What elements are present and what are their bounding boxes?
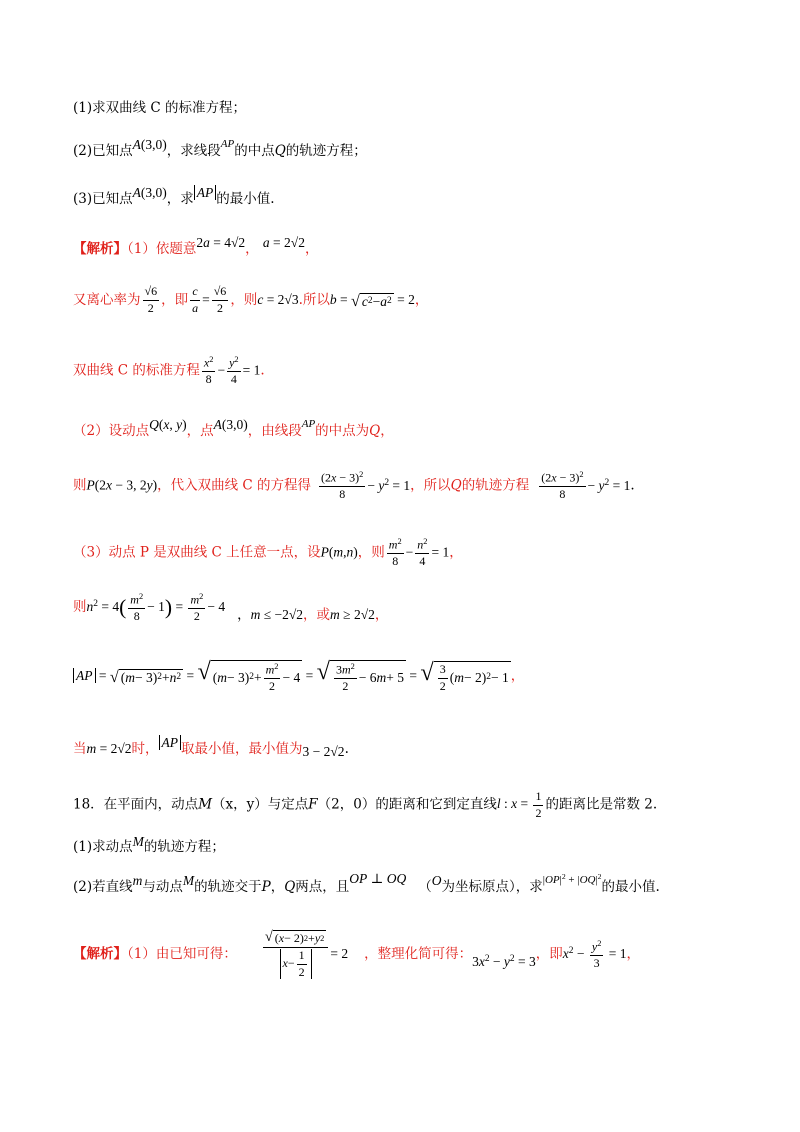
frac-sqrt6-2b: $\frac{√6}{2}$ <box>213 284 227 315</box>
point-A-expr: A(3,0) <box>132 185 167 200</box>
segment-AP: AP <box>220 138 235 150</box>
q18-part1: (1)求动点M的轨迹方程； <box>73 834 225 855</box>
frac-x2-8: $\frac{x^2}{8}$ <box>203 355 214 387</box>
q17-sol2-line2: 则P(2x − 3, 2y)，代入双曲线 C 的方程得 $\frac{(2x - 3)^2}{8}$ − $y^2 = 1$，所以Q的轨迹方程 $\frac{(2x - 3)^2}{8}$ − $y^2 = 1$. <box>73 470 635 502</box>
eq-AP-chain: AP = √ ( m − 3) 2 + n 2 = √ ( m − 3) 2 + $\frac{m^2}{2}$ − 4 = √ $\frac{3m^2}{2}$ − 6 m + 5 = √ $\frac{3}{2}$ ( m − 2) 2 − 1 <box>73 668 511 683</box>
q17-part2: (2)已知点A(3,0)，求线段$^{AP}$的中点Q的轨迹方程； <box>73 137 367 159</box>
eq-n2: $n^2 = 4$( $\frac{m^2}{8}$ − 1) = $\frac{m^2}{2}$ − 4 <box>86 592 226 624</box>
eq-2a: 2a = 4√2 <box>196 235 246 250</box>
q17-sol1-line2: 又离心率为 $\frac{√6}{2}$ ，即 $\frac{c}{a}$ = $\frac{√6}{2}$ ，则c = 2√3.所以b = √ c 2 − a 2 = 2， <box>73 284 429 315</box>
q17-sol3-line2: 则$n^2 = 4$( $\frac{m^2}{8}$ − 1) = $\frac{m^2}{2}$ − 4，m ≤ −2√2，或m ≥ 2√2， <box>73 592 389 624</box>
point-P: P(2x − 3, 2y) <box>86 477 158 493</box>
eq-3x2-y2: $3x^2 - y^2 = 3$ <box>472 954 536 970</box>
q17-sol1-line3: 双曲线 C 的标准方程 $\frac{x^2}{8}$ − $\frac{y^2}{4}$ = 1. <box>73 355 265 387</box>
q18-sol1: 【解析】（1）由已知可得： √ ( x − 2) 2 + y 2 x − $\frac{1}{2}$ = 2 ，整理化简可得：$3x^2 - y^2 = 3$，即$x^2$ − $\frac{y^2}{3}$ = 1， <box>73 929 640 979</box>
ineq-m-le: ，m ≤ −2√2 <box>237 607 304 623</box>
q17-part1: (1)求双曲线 C 的标准方程； <box>73 100 247 116</box>
expr-OP-OQ-sq: |OP|2 + |OQ|2 <box>542 871 602 886</box>
eq-b: b = √ c 2 − a 2 = 2 <box>329 291 415 310</box>
q17-part3: (3)已知点A(3,0)，求 AP 的最小值. <box>73 185 275 207</box>
abs-AP-2: AP <box>159 735 182 750</box>
abs-AP: AP <box>194 185 217 200</box>
q18-stem: 18．在平面内，动点M（x，y）与定点F（2，0）的距离和它到定直线l : x = $\frac{1}{2}$ 的距离比是常数 2. <box>73 789 658 820</box>
eq-m-val: m = 2√2 <box>86 741 132 756</box>
eq-a: a = 2√2 <box>262 235 305 250</box>
frac-2x-3-sq-8: $\frac{(2x - 3)^2}{8}$ <box>321 470 364 502</box>
frac-m2-8: $\frac{m^2}{8}$ <box>388 537 402 569</box>
point-Q: Q(x, y) <box>149 417 187 432</box>
point-P-mn: P(m,n) <box>320 544 358 560</box>
point-A-expr: A(3,0) <box>132 137 167 152</box>
q17-sol3-line1: （3）动点 P 是双曲线 C 上任意一点，设P(m,n)，则 $\frac{m^2}{8}$ − $\frac{n^2}{4}$ = 1， <box>73 537 463 569</box>
frac-distance-ratio: √ ( x − 2) 2 + y 2 x − $\frac{1}{2}$ <box>263 930 328 979</box>
frac-c-a: $\frac{c}{a}$ <box>192 284 199 315</box>
eq-x2-y2-3: $x^2$ − $\frac{y^2}{3}$ = 1 <box>562 939 627 971</box>
q17-sol3-line4: 当m = 2√2时， AP 取最小值，最小值为3 − 2√2. <box>73 735 349 759</box>
segment-AP-2: AP <box>301 418 316 430</box>
q17-sol1-line1: 【解析】（1）依题意2a = 4√2， a = 2√2， <box>73 235 319 257</box>
min-value: 3 − 2√2 <box>302 744 345 759</box>
perp-OP-OQ: OP ⊥ OQ <box>349 871 407 886</box>
frac-2x-3-sq-8b: $\frac{(2x - 3)^2}{8}$ <box>541 470 584 502</box>
q17-sol3-line3: AP = √ ( m − 3) 2 + n 2 = √ ( m − 3) 2 + $\frac{m^2}{2}$ − 4 = √ $\frac{3m^2}{2}$ − 6 m + 5 = √ $\frac{3}{2}$ ( m − 2) 2 − 1 ， <box>73 660 524 694</box>
point-A: A(3,0) <box>213 417 248 432</box>
frac-sqrt6-2: $\frac{√6}{2}$ <box>144 284 158 315</box>
frac-n2-4: $\frac{n^2}{4}$ <box>417 537 428 569</box>
line-l: l : x = $\frac{1}{2}$ <box>496 789 542 820</box>
q18-part2: (2)若直线m与动点M的轨迹交于P，Q两点，且OP ⊥ OQ（O为坐标原点），求$^{|OP|^2 + |OQ|^2}$的最小值. <box>73 871 660 895</box>
ineq-m-ge: m ≥ 2√2 <box>330 607 375 623</box>
frac-y2-4: $\frac{y^2}{4}$ <box>229 355 239 387</box>
q17-sol2-line1: （2）设动点Q(x, y)，点A(3,0)，由线段$^{AP}$的中点为Q， <box>73 417 394 439</box>
eq-c: c = 2√3 <box>257 291 299 307</box>
